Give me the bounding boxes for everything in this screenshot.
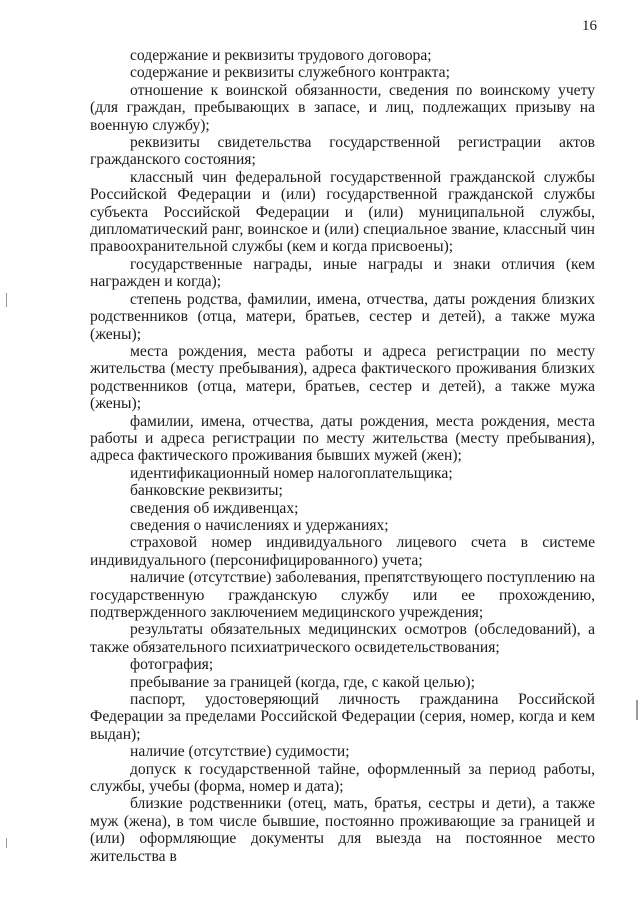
scan-mark-left-top — [6, 293, 7, 307]
list-item: банковские реквизиты; — [130, 482, 283, 500]
list-item: степень родства, фамилии, имена, отчества, даты рождения близких родственников (отца, матери, братьев, сестер и детей), а также мужа (жены); — [90, 290, 595, 343]
list-item: допуск к государственной тайне, оформленный за период работы, службы, учебы (форма, номер и дата); — [90, 760, 595, 796]
list-item: пребывание за границей (когда, где, с какой целью); — [130, 673, 475, 691]
list-item: классный чин федеральной государственной гражданской службы Российской Федерации и (или) государственной гражданской службы субъекта Российской Федерации и (или) муниципальной службы, дипломатический ранг, воинское и (или) специальное звание, классный чин правоохранительной службы (кем и когда присвоены); — [90, 168, 595, 256]
list-item: места рождения, места работы и адреса регистрации по месту жительства (месту пребывания), адреса фактического проживания близких родственников (отца, матери, братьев, сестер и детей), а также мужа (жены); — [90, 342, 595, 413]
page-number: 16 — [582, 18, 597, 34]
list-item: страховой номер индивидуального лицевого счета в системе индивидуального (персонифицированного) учета; — [90, 534, 595, 569]
list-item: реквизиты свидетельства государственной регистрации актов гражданского состояния; — [90, 134, 595, 169]
scan-mark-left-bottom — [6, 838, 7, 848]
list-item: отношение к воинской обязанности, сведения по воинскому учету (для граждан, пребывающих в запасе, и лиц, подлежащих призыву на военную службу); — [90, 81, 595, 134]
list-item: близкие родственники (отец, мать, братья, сестры и дети), а также муж (жена), в том числе бывшие, постоянно проживающие за границей и (или) оформляющие документы для выезда на постоянное место жительства в — [90, 795, 595, 865]
list-item: идентификационный номер налогоплательщика; — [130, 464, 453, 482]
document-body — [90, 47, 595, 865]
list-item: содержание и реквизиты служебного контракта; — [130, 64, 450, 82]
list-item: результаты обязательных медицинских осмотров (обследований), а также обязательного психиатрического освидетельствования; — [90, 621, 595, 656]
list-item: фотография; — [130, 656, 214, 674]
list-item: сведения о начислениях и удержаниях; — [130, 516, 389, 534]
scan-mark-right — [636, 700, 638, 720]
list-item: содержание и реквизиты трудового договора; — [130, 47, 432, 64]
list-item: государственные награды, иные награды и знаки отличия (кем награжден и когда); — [90, 255, 595, 291]
list-item: паспорт, удостоверяющий личность гражданина Российской Федерации за пределами Российской Федерации (серия, номер, когда и кем выдан); — [90, 691, 595, 743]
list-item: наличие (отсутствие) заболевания, препятствующего поступлению на государственную гражданскую службу или ее прохождению, подтвержденного заключением медицинского учреждения; — [90, 569, 595, 621]
list-item: фамилии, имена, отчества, даты рождения, места рождения, места работы и адреса регистрации по месту жительства (месту пребывания), адреса фактического проживания бывших мужей (жен); — [90, 412, 595, 465]
list-item: сведения об иждивенцах; — [130, 499, 299, 517]
list-item: наличие (отсутствие) судимости; — [130, 743, 350, 761]
